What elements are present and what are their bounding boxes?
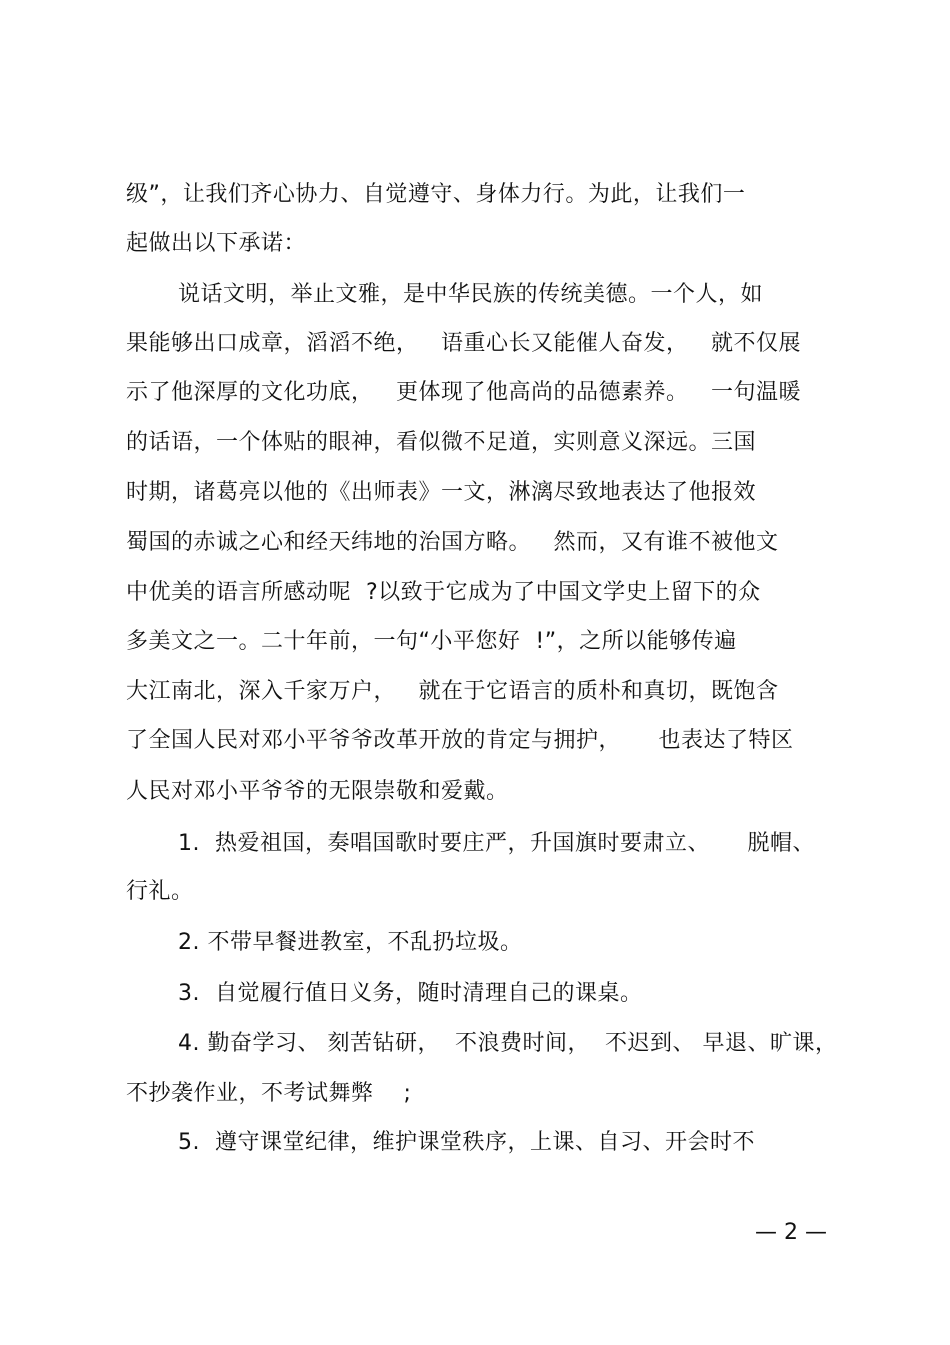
list-item-4: 4. 勤奋学习、 刻苦钻研， 不浪费时间， 不迟到、 早退、旷课， [178, 1031, 838, 1056]
paragraph-line: 人民对邓小平爷爷的无限崇敬和爱戴。 [126, 779, 509, 804]
page-number: — 2 — [755, 1220, 827, 1245]
paragraph-line: 果能够出口成章，滔滔不绝， 语重心长又能催人奋发， 就不仅展 [126, 331, 801, 356]
paragraph-line: 蜀国的赤诚之心和经天纬地的治国方略。 然而，又有谁不被他文 [126, 530, 779, 555]
text-line: 级”，让我们齐心协力、自觉遵守、身体力行。为此，让我们一 [126, 182, 746, 207]
text-line: 起做出以下承诺： [126, 231, 307, 256]
paragraph-line: 的话语，一个体贴的眼神，看似微不足道，实则意义深远。三国 [126, 430, 757, 455]
list-item-2: 2. 不带早餐进教室，不乱扔垃圾。 [178, 930, 523, 955]
paragraph-line: 说话文明，举止文雅，是中华民族的传统美德。一个人，如 [178, 282, 764, 307]
paragraph-line: 中优美的语言所感动呢 ?以致于它成为了中国文学史上留下的众 [126, 580, 761, 605]
paragraph-line: 了全国人民对邓小平爷爷改革开放的肯定与拥护， 也表达了特区 [126, 728, 794, 753]
paragraph-line: 多美文之一。二十年前，一句“小平您好 !”，之所以能够传遍 [126, 629, 737, 654]
list-item-4-continued: 不抄袭作业，不考试舞弊 ; [126, 1081, 412, 1106]
list-item-3: 3. 自觉履行值日义务，随时清理自己的课桌。 [178, 981, 643, 1006]
list-item-1: 1. 热爱祖国，奏唱国歌时要庄严，升国旗时要肃立、 脱帽、 [178, 831, 815, 856]
paragraph-line: 大江南北，深入千家万户， 就在于它语言的质朴和真切，既饱含 [126, 679, 779, 704]
list-item-5: 5. 遵守课堂纪律，维护课堂秩序，上课、自习、开会时不 [178, 1130, 755, 1155]
list-item-1-continued: 行礼。 [126, 879, 194, 904]
paragraph-line: 示了他深厚的文化功底， 更体现了他高尚的品德素养。 一句温暖 [126, 380, 801, 405]
paragraph-line: 时期，诸葛亮以他的《出师表》一文，淋漓尽致地表达了他报效 [126, 480, 757, 505]
